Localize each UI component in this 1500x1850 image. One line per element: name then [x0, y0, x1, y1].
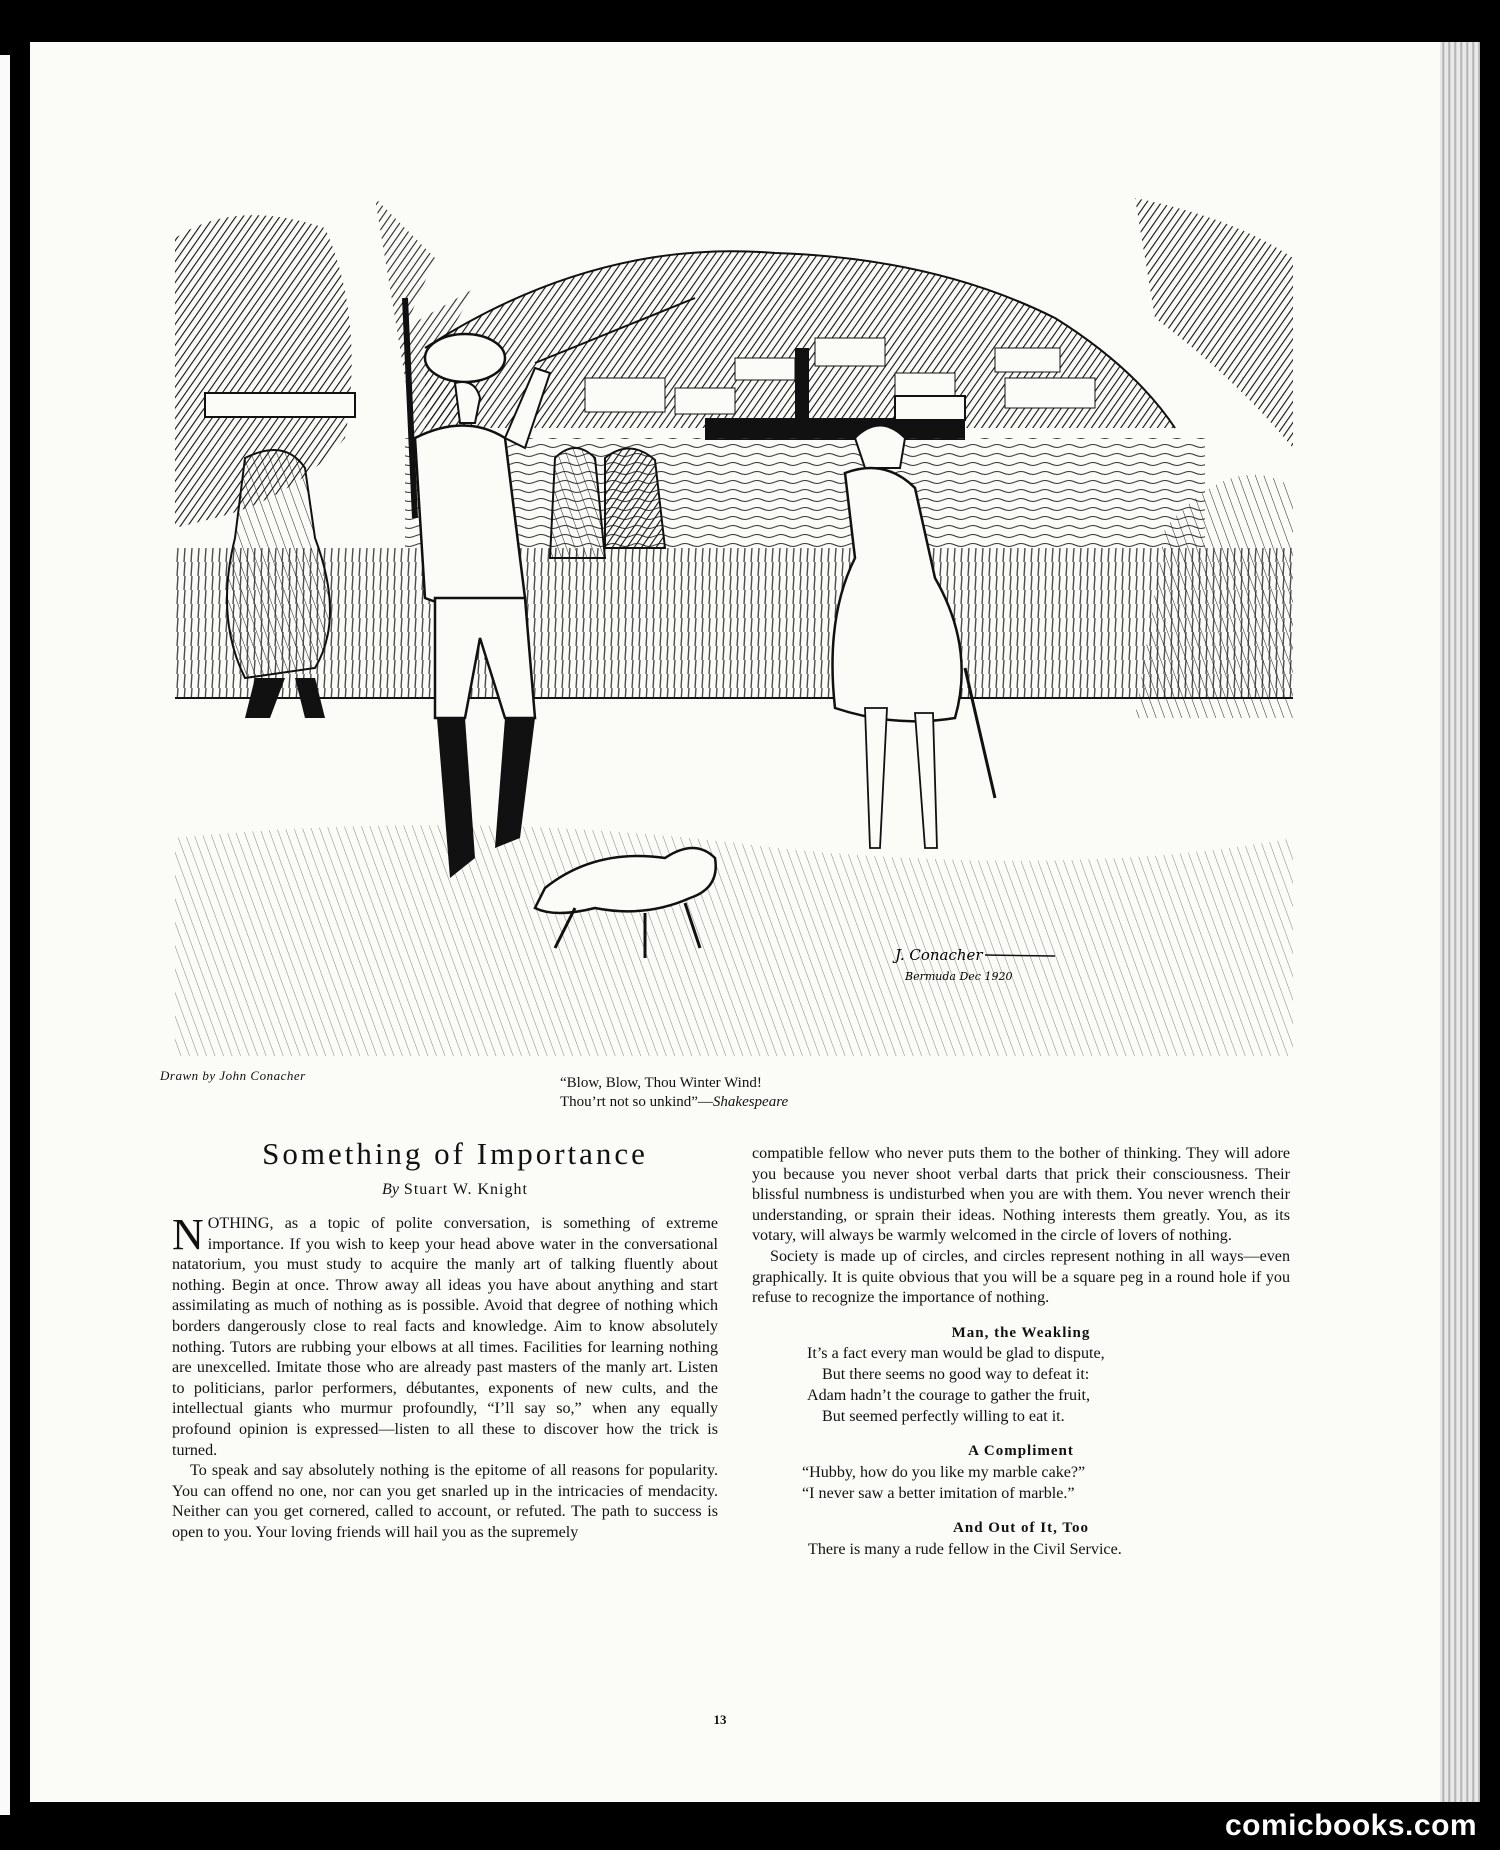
poem-1-line-4: But seemed perfectly willing to eat it. [822, 1408, 1065, 1426]
article-paragraph-2-continued: compatible fellow who never puts them to the bother of thinking. They will adore you because you never shoot verbal darts that prick their consciousness. Their blissful numbness is undisturbed when you are with them. You never wrench their understanding, or sprain their ideas. Nothing interests them greatly. You, as its votary, will always be warmly welcomed in the circle of lovers of nothing. [752, 1145, 1290, 1245]
article-paragraph-1 [172, 1210, 718, 1461]
site-watermark: comicbooks.com [1225, 1809, 1478, 1842]
article-column-right [752, 1144, 1290, 1560]
poem-2-line-1: “Hubby, how do you like my marble cake?” [802, 1463, 1086, 1481]
poem-1 [752, 1343, 1290, 1427]
page-number: 13 [713, 1712, 727, 1727]
poem-3-line-1: There is many a rude fellow in the Civil Service. [808, 1540, 1122, 1558]
poem-3 [752, 1539, 1290, 1560]
caption-line-2 [560, 1093, 960, 1112]
article-title: Something of Importance [262, 1136, 648, 1171]
illustration-caption [560, 1074, 960, 1112]
poem-1-title: Man, the Weakling [951, 1324, 1091, 1341]
article-byline [170, 1181, 740, 1199]
caption-author: Shakespeare [712, 1094, 789, 1110]
poem-1-line-1: It’s a fact every man would be glad to dispute, [807, 1345, 1105, 1363]
poem-2 [752, 1462, 1290, 1504]
poem-2-title: A Compliment [968, 1443, 1074, 1460]
article-paragraph-3: Society is made up of circles, and circles represent nothing in all ways—even graphically. It is quite obvious that you will be a square peg in a round hole if you refuse to recognize the importance of nothing. [752, 1247, 1290, 1307]
poem-2-line-2: “I never saw a better imitation of marble.” [802, 1484, 1075, 1502]
poem-3-title: And Out of It, Too [953, 1519, 1089, 1536]
article-paragraph-2: To speak and say absolutely nothing is the epitome of all reasons for popularity. You can offend no one, nor can you get snarled up in the intricacies of mendacity. Neither can you get cornered, called to account, or refuted. The path to success is open to you. Your loving friends will hail you as the supremely [172, 1462, 718, 1541]
drop-cap: N [172, 1210, 204, 1259]
article-column-left [172, 1210, 718, 1544]
artist-signature: J. Conacher [895, 946, 983, 964]
poem-1-line-2: But there seems no good way to defeat it: [822, 1366, 1090, 1384]
caption-line-2-text: Thou’rt not so unkind”— [560, 1094, 713, 1110]
byline-author: Stuart W. Knight [403, 1181, 528, 1198]
byline-prefix: By [382, 1181, 399, 1198]
adjacent-page-edge [0, 55, 10, 1815]
paragraph-1-text: OTHING, as a topic of polite conversation, is something of extreme importance. If you wish to keep your head above water in the conversational natatorium, you must study to acquire the manly art of talking fluently about nothing. Begin at once. Throw away all ideas you have about anything and start assimilating as much of nothing as is possible. Avoid that degree of nothing which borders dangerously close to real facts and knowledge. Aim to know absolutely nothing. Tutors are rubbing your elbows at all times. Facilities for learning nothing are unexcelled. Imitate those who are already past masters of the manly art. Listen to politicians, parlor performers, débutantes, exponents of new cults, and the intellectual giants who murmur profoundly, “I’ll say so,” when any equally profound opinion is expressed—listen to all these to discover how the trick is turned. [172, 1215, 718, 1459]
artist-signature-place: Bermuda Dec 1920 [905, 970, 1013, 983]
illustration [175, 198, 1293, 1056]
page-stack-edge [1440, 42, 1480, 1802]
illustration-drawing [175, 198, 1293, 1056]
illustration-credit: Drawn by John Conacher [160, 1068, 306, 1083]
poem-1-line-3: Adam hadn’t the courage to gather the fruit, [807, 1387, 1091, 1405]
caption-line-1: “Blow, Blow, Thou Winter Wind! [560, 1075, 762, 1091]
